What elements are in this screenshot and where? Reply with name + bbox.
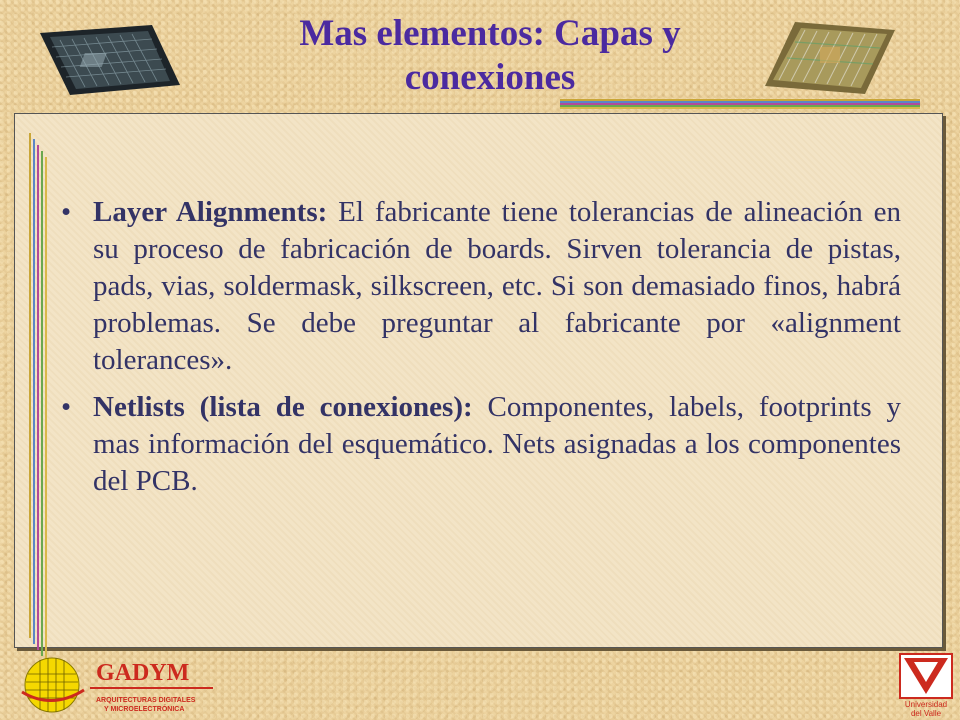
bullet-list — [61, 194, 901, 510]
bullet-text: Componentes, labels, footprints y mas información del esquemático. Nets asignadas a los componentes del PCB. — [93, 391, 902, 497]
gadym-logo-line2: Y MICROELECTRÓNICA — [104, 706, 185, 713]
bullet-icon: • — [61, 391, 72, 423]
slide-title-line2: conexiones — [404, 57, 576, 98]
chip-image-left — [40, 25, 180, 95]
univalle-logo-line1: Universidad — [904, 700, 948, 709]
content-panel — [14, 113, 943, 648]
list-item — [61, 389, 901, 500]
univalle-logo-line2: del Valle — [910, 709, 942, 718]
panel-left-stripes — [29, 133, 49, 638]
bullet-icon: • — [61, 196, 72, 228]
univalle-logo-icon — [896, 652, 956, 718]
list-item — [61, 194, 901, 379]
title-stripes — [560, 99, 920, 111]
gadym-logo-line1: ARQUITECTURAS DIGITALES — [96, 697, 196, 704]
gadym-logo-name: GADYM — [96, 660, 190, 686]
slide-title-line1: Mas elementos: Capas y — [299, 13, 681, 54]
slide-title — [180, 12, 800, 100]
bullet-term: Netlists (lista de conexiones): — [93, 391, 473, 423]
bullet-text: El fabricante tiene tolerancias de alineación en su proceso de fabricación de boards. Sirven tolerancia de pistas, pads, vias, soldermask, silkscreen, etc. Si son demasiado finos, habrá problemas. Se debe preguntar al fabricante por «alignment tolerances». — [93, 196, 902, 376]
gadym-logo-icon — [18, 652, 218, 718]
bullet-term: Layer Alignments: — [93, 196, 328, 228]
